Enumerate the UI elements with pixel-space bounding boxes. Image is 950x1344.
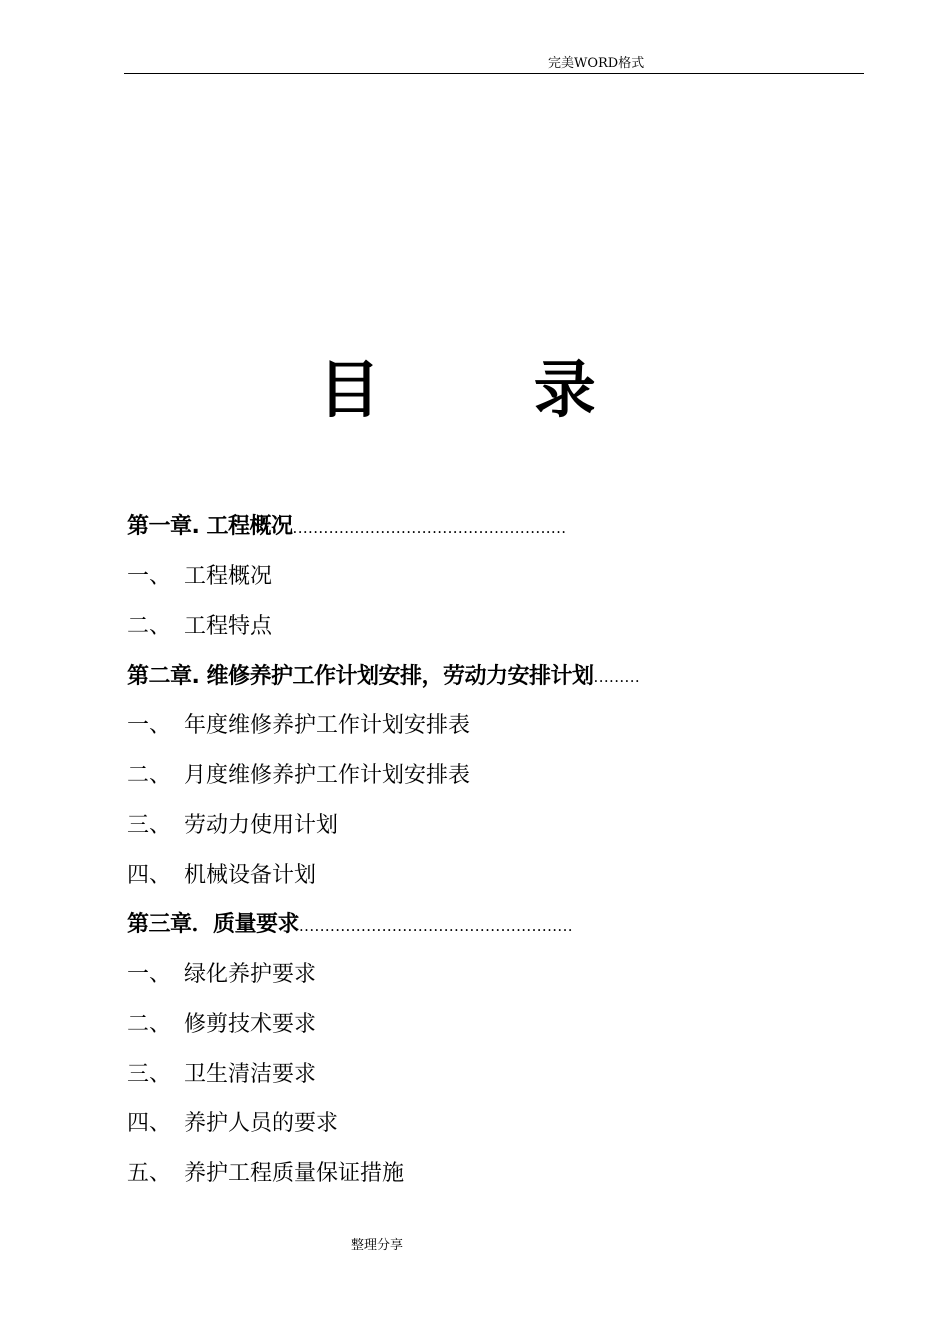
item-number: 一、 — [127, 564, 172, 590]
toc-item[interactable] — [127, 550, 827, 600]
toc-item[interactable] — [127, 998, 827, 1048]
page-header — [124, 56, 864, 74]
item-number: 五、 — [127, 1161, 172, 1187]
toc-item[interactable] — [127, 1147, 827, 1197]
page-title: 目 录 — [318, 353, 662, 426]
item-number: 四、 — [127, 862, 172, 888]
item-label: 养护工程质量保证措施 — [184, 1161, 405, 1187]
toc-chapter-1[interactable] — [127, 500, 827, 550]
item-label: 劳动力使用计划 — [184, 812, 339, 838]
item-label: 年度维修养护工作计划安排表 — [184, 713, 471, 739]
item-label: 月度维修养护工作计划安排表 — [184, 763, 471, 789]
toc-item[interactable] — [127, 699, 827, 749]
toc-item[interactable] — [127, 799, 827, 849]
toc-chapter-2[interactable] — [127, 649, 827, 699]
item-number: 二、 — [127, 1011, 172, 1037]
leader-dots: ..................................................... — [299, 916, 573, 935]
toc-item[interactable] — [127, 1047, 827, 1097]
item-number: 二、 — [127, 613, 172, 639]
item-number: 一、 — [127, 962, 172, 988]
item-label: 机械设备计划 — [184, 862, 317, 888]
page-footer: 整理分享 — [351, 1238, 404, 1253]
leader-dots: ..................................................... — [292, 518, 567, 537]
item-label: 绿化养护要求 — [184, 962, 317, 988]
item-number: 四、 — [127, 1111, 172, 1137]
toc-chapter-3[interactable] — [127, 898, 827, 948]
chapter-label: 第三章．质量要求 — [127, 912, 300, 938]
item-label: 修剪技术要求 — [184, 1011, 317, 1037]
toc-item[interactable] — [127, 848, 827, 898]
toc-item[interactable] — [127, 600, 827, 650]
chapter-label: 第二章. 维修养护工作计划安排，劳动力安排计划 — [127, 663, 594, 689]
toc-item[interactable] — [127, 749, 827, 799]
item-number: 二、 — [127, 763, 172, 789]
item-label: 卫生清洁要求 — [184, 1061, 317, 1087]
header-text: 完美WORD格式 — [548, 56, 645, 71]
item-label: 工程概况 — [184, 564, 273, 590]
toc-item[interactable] — [127, 948, 827, 998]
item-number: 一、 — [127, 713, 172, 739]
item-number: 三、 — [127, 812, 172, 838]
chapter-label: 第一章. 工程概况 — [127, 514, 293, 540]
toc-item[interactable] — [127, 1097, 827, 1147]
item-label: 养护人员的要求 — [184, 1111, 339, 1137]
item-label: 工程特点 — [184, 613, 273, 639]
item-number: 三、 — [127, 1061, 172, 1087]
leader-dots: ......... — [593, 668, 641, 687]
table-of-contents — [127, 500, 827, 1197]
